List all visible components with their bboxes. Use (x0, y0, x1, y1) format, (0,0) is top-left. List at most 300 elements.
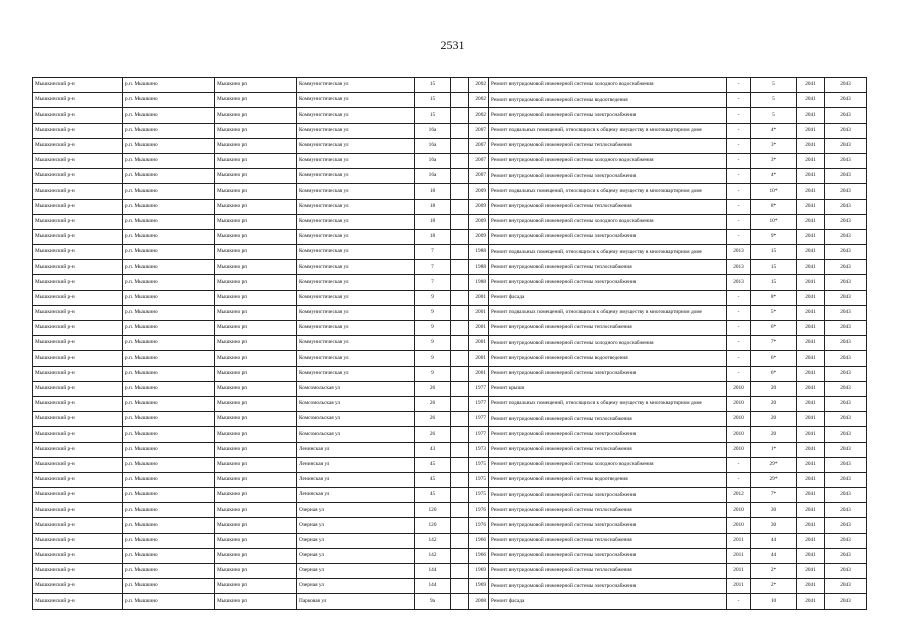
cell-house: 16а (415, 153, 451, 168)
cell-house: 18 (415, 229, 451, 244)
cell-work-type: Ремонт внутридомовой инженерной системы водоотведения (489, 93, 727, 108)
table-row (33, 78, 867, 93)
cell-last-repair-year: 2013 (727, 245, 751, 260)
cell-year-built: 1975 (469, 457, 489, 472)
cell-wear: 30 (751, 503, 797, 518)
cell-street: Коммунистическая ул (297, 123, 415, 138)
cell-street: Озерная ул (297, 548, 415, 563)
cell-last-repair-year: - (727, 229, 751, 244)
table-row (33, 229, 867, 244)
cell-street: Комсомольская ул (297, 381, 415, 396)
cell-house: 15 (415, 93, 451, 108)
cell-locality: Мышкино рп (215, 321, 297, 336)
cell-district: Мышкинский р-н (33, 229, 123, 244)
cell-building (451, 488, 469, 503)
cell-plan-start: 2041 (797, 533, 825, 548)
cell-plan-start: 2041 (797, 488, 825, 503)
cell-street: Ленинская ул (297, 457, 415, 472)
cell-district: Мышкинский р-н (33, 442, 123, 457)
cell-house: 142 (415, 533, 451, 548)
cell-house: 144 (415, 564, 451, 579)
cell-year-built: 1969 (469, 579, 489, 594)
cell-house: 9 (415, 366, 451, 381)
cell-last-repair-year: 2010 (727, 427, 751, 442)
cell-last-repair-year: - (727, 321, 751, 336)
cell-street: Коммунистическая ул (297, 229, 415, 244)
table-row (33, 275, 867, 290)
cell-district: Мышкинский р-н (33, 336, 123, 351)
table-row (33, 488, 867, 503)
cell-locality: Мышкино рп (215, 229, 297, 244)
cell-plan-start: 2041 (797, 214, 825, 229)
cell-wear: 5 (751, 93, 797, 108)
cell-work-type: Ремонт внутридомовой инженерной системы теплоснабжения (489, 199, 727, 214)
cell-locality: Мышкино рп (215, 381, 297, 396)
cell-street: Коммунистическая ул (297, 153, 415, 168)
table-row (33, 138, 867, 153)
cell-plan-end: 2043 (825, 548, 867, 563)
cell-district: Мышкинский р-н (33, 321, 123, 336)
cell-wear: 4* (751, 123, 797, 138)
cell-year-built: 1988 (469, 260, 489, 275)
table-row (33, 321, 867, 336)
table-row (33, 533, 867, 548)
cell-work-type: Ремонт внутридомовой инженерной системы электроснабжения (489, 518, 727, 533)
cell-year-built: 1969 (469, 564, 489, 579)
cell-locality: Мышкино рп (215, 488, 297, 503)
cell-plan-start: 2041 (797, 78, 825, 93)
cell-last-repair-year: 2012 (727, 488, 751, 503)
cell-plan-start: 2041 (797, 123, 825, 138)
table-row (33, 245, 867, 260)
cell-work-type: Ремонт внутридомовой инженерной системы теплоснабжения (489, 260, 727, 275)
table-row (33, 108, 867, 123)
cell-street: Ленинская ул (297, 472, 415, 487)
cell-settlement: р.п. Мышкино (123, 78, 215, 93)
cell-street: Ленинская ул (297, 442, 415, 457)
cell-house: 45 (415, 457, 451, 472)
cell-house: 9 (415, 305, 451, 320)
cell-district: Мышкинский р-н (33, 503, 123, 518)
cell-building (451, 457, 469, 472)
cell-plan-end: 2043 (825, 503, 867, 518)
register-table (32, 77, 867, 610)
cell-work-type: Ремонт внутридомовой инженерной системы электроснабжения (489, 229, 727, 244)
cell-building (451, 184, 469, 199)
cell-settlement: р.п. Мышкино (123, 305, 215, 320)
cell-street: Коммунистическая ул (297, 245, 415, 260)
cell-wear: 5 (751, 78, 797, 93)
cell-locality: Мышкино рп (215, 305, 297, 320)
cell-house: 18 (415, 184, 451, 199)
cell-building (451, 381, 469, 396)
cell-plan-start: 2041 (797, 427, 825, 442)
cell-settlement: р.п. Мышкино (123, 351, 215, 366)
cell-building (451, 427, 469, 442)
cell-locality: Мышкино рп (215, 366, 297, 381)
cell-plan-end: 2043 (825, 305, 867, 320)
cell-year-built: 2001 (469, 321, 489, 336)
cell-settlement: р.п. Мышкино (123, 245, 215, 260)
cell-plan-start: 2041 (797, 396, 825, 411)
cell-plan-end: 2043 (825, 442, 867, 457)
cell-locality: Мышкино рп (215, 457, 297, 472)
cell-locality: Мышкино рп (215, 78, 297, 93)
table-row (33, 351, 867, 366)
cell-year-built: 2002 (469, 78, 489, 93)
cell-wear: 6* (751, 351, 797, 366)
cell-wear: 2* (751, 579, 797, 594)
cell-plan-end: 2043 (825, 290, 867, 305)
cell-district: Мышкинский р-н (33, 594, 123, 609)
cell-street: Коммунистическая ул (297, 78, 415, 93)
cell-district: Мышкинский р-н (33, 457, 123, 472)
cell-district: Мышкинский р-н (33, 366, 123, 381)
cell-plan-start: 2041 (797, 229, 825, 244)
cell-building (451, 533, 469, 548)
cell-year-built: 2001 (469, 351, 489, 366)
cell-plan-start: 2041 (797, 138, 825, 153)
cell-district: Мышкинский р-н (33, 427, 123, 442)
cell-locality: Мышкино рп (215, 138, 297, 153)
cell-house: 16а (415, 123, 451, 138)
cell-plan-start: 2041 (797, 457, 825, 472)
cell-street: Озерная ул (297, 564, 415, 579)
cell-work-type: Ремонт внутридомовой инженерной системы электроснабжения (489, 488, 727, 503)
cell-house: 9 (415, 336, 451, 351)
cell-building (451, 93, 469, 108)
cell-wear: 20 (751, 412, 797, 427)
cell-district: Мышкинский р-н (33, 169, 123, 184)
cell-building (451, 108, 469, 123)
cell-district: Мышкинский р-н (33, 260, 123, 275)
cell-year-built: 2007 (469, 169, 489, 184)
cell-street: Коммунистическая ул (297, 275, 415, 290)
cell-last-repair-year: 2010 (727, 396, 751, 411)
cell-last-repair-year: 2010 (727, 381, 751, 396)
cell-wear: 44 (751, 548, 797, 563)
cell-district: Мышкинский р-н (33, 381, 123, 396)
cell-settlement: р.п. Мышкино (123, 579, 215, 594)
cell-locality: Мышкино рп (215, 336, 297, 351)
cell-settlement: р.п. Мышкино (123, 138, 215, 153)
table-row (33, 169, 867, 184)
cell-settlement: р.п. Мышкино (123, 548, 215, 563)
cell-house: 45 (415, 488, 451, 503)
cell-last-repair-year: - (727, 138, 751, 153)
cell-last-repair-year: 2011 (727, 533, 751, 548)
cell-street: Озерная ул (297, 579, 415, 594)
cell-building (451, 138, 469, 153)
table-row (33, 427, 867, 442)
cell-plan-start: 2041 (797, 579, 825, 594)
cell-settlement: р.п. Мышкино (123, 290, 215, 305)
cell-house: 120 (415, 518, 451, 533)
cell-wear: 10 (751, 594, 797, 609)
cell-building (451, 321, 469, 336)
cell-settlement: р.п. Мышкино (123, 533, 215, 548)
cell-settlement: р.п. Мышкино (123, 442, 215, 457)
cell-year-built: 1977 (469, 381, 489, 396)
cell-plan-end: 2043 (825, 275, 867, 290)
cell-plan-end: 2043 (825, 457, 867, 472)
table-row (33, 503, 867, 518)
cell-plan-start: 2041 (797, 548, 825, 563)
cell-year-built: 1976 (469, 503, 489, 518)
cell-street: Озерная ул (297, 533, 415, 548)
cell-wear: 7* (751, 488, 797, 503)
cell-year-built: 2009 (469, 184, 489, 199)
cell-house: 9 (415, 351, 451, 366)
cell-street: Коммунистическая ул (297, 169, 415, 184)
cell-locality: Мышкино рп (215, 123, 297, 138)
table-row (33, 260, 867, 275)
cell-street: Комсомольская ул (297, 427, 415, 442)
table-row (33, 548, 867, 563)
cell-plan-start: 2041 (797, 199, 825, 214)
cell-plan-end: 2043 (825, 412, 867, 427)
table-row (33, 290, 867, 305)
cell-district: Мышкинский р-н (33, 290, 123, 305)
cell-wear: 5* (751, 305, 797, 320)
cell-plan-end: 2043 (825, 184, 867, 199)
cell-building (451, 78, 469, 93)
cell-building (451, 518, 469, 533)
cell-house: 45 (415, 472, 451, 487)
page-number: 2531 (440, 38, 465, 52)
cell-plan-end: 2043 (825, 381, 867, 396)
cell-district: Мышкинский р-н (33, 199, 123, 214)
cell-plan-end: 2043 (825, 260, 867, 275)
cell-locality: Мышкино рп (215, 351, 297, 366)
cell-wear: 9* (751, 229, 797, 244)
cell-house: 26 (415, 412, 451, 427)
cell-settlement: р.п. Мышкино (123, 503, 215, 518)
cell-plan-start: 2041 (797, 412, 825, 427)
cell-house: 26 (415, 427, 451, 442)
cell-settlement: р.п. Мышкино (123, 564, 215, 579)
cell-plan-end: 2043 (825, 199, 867, 214)
cell-settlement: р.п. Мышкино (123, 488, 215, 503)
cell-plan-end: 2043 (825, 564, 867, 579)
cell-work-type: Ремонт внутридомовой инженерной системы теплоснабжения (489, 564, 727, 579)
cell-building (451, 564, 469, 579)
cell-settlement: р.п. Мышкино (123, 260, 215, 275)
cell-work-type: Ремонт внутридомовой инженерной системы теплоснабжения (489, 138, 727, 153)
cell-last-repair-year: 2011 (727, 548, 751, 563)
cell-plan-end: 2043 (825, 93, 867, 108)
cell-settlement: р.п. Мышкино (123, 214, 215, 229)
cell-plan-start: 2041 (797, 381, 825, 396)
cell-plan-start: 2041 (797, 442, 825, 457)
cell-building (451, 472, 469, 487)
cell-plan-start: 2041 (797, 260, 825, 275)
cell-district: Мышкинский р-н (33, 518, 123, 533)
cell-house: 9 (415, 290, 451, 305)
cell-last-repair-year: - (727, 123, 751, 138)
cell-locality: Мышкино рп (215, 108, 297, 123)
cell-year-built: 1975 (469, 472, 489, 487)
cell-plan-end: 2043 (825, 138, 867, 153)
cell-wear: 4* (751, 169, 797, 184)
cell-year-built: 1977 (469, 396, 489, 411)
cell-settlement: р.п. Мышкино (123, 123, 215, 138)
cell-plan-end: 2043 (825, 108, 867, 123)
cell-house: 120 (415, 503, 451, 518)
cell-year-built: 1975 (469, 488, 489, 503)
cell-wear: 30 (751, 518, 797, 533)
cell-plan-end: 2043 (825, 427, 867, 442)
cell-plan-start: 2041 (797, 184, 825, 199)
cell-locality: Мышкино рп (215, 472, 297, 487)
cell-locality: Мышкино рп (215, 260, 297, 275)
table-row (33, 214, 867, 229)
cell-year-built: 2009 (469, 199, 489, 214)
cell-plan-end: 2043 (825, 229, 867, 244)
cell-building (451, 199, 469, 214)
cell-wear: 44 (751, 533, 797, 548)
cell-wear: 29* (751, 472, 797, 487)
cell-work-type: Ремонт внутридомовой инженерной системы холодного водоснабжения (489, 214, 727, 229)
cell-work-type: Ремонт фасада (489, 594, 727, 609)
table-row (33, 412, 867, 427)
cell-work-type: Ремонт внутридомовой инженерной системы холодного водоснабжения (489, 78, 727, 93)
cell-work-type: Ремонт подвальных помещений, относящихся к общему имуществу в многоквартирном доме (489, 123, 727, 138)
cell-settlement: р.п. Мышкино (123, 457, 215, 472)
cell-work-type: Ремонт внутридомовой инженерной системы электроснабжения (489, 169, 727, 184)
cell-wear: 3* (751, 153, 797, 168)
cell-last-repair-year: - (727, 108, 751, 123)
cell-locality: Мышкино рп (215, 548, 297, 563)
cell-work-type: Ремонт внутридомовой инженерной системы электроснабжения (489, 108, 727, 123)
cell-wear: 8* (751, 290, 797, 305)
cell-plan-end: 2043 (825, 518, 867, 533)
table-row (33, 305, 867, 320)
cell-district: Мышкинский р-н (33, 93, 123, 108)
cell-locality: Мышкино рп (215, 564, 297, 579)
cell-settlement: р.п. Мышкино (123, 169, 215, 184)
cell-building (451, 290, 469, 305)
cell-building (451, 396, 469, 411)
cell-building (451, 305, 469, 320)
cell-house: 43 (415, 442, 451, 457)
cell-locality: Мышкино рп (215, 503, 297, 518)
cell-settlement: р.п. Мышкино (123, 199, 215, 214)
cell-locality: Мышкино рп (215, 290, 297, 305)
cell-wear: 10* (751, 214, 797, 229)
cell-plan-start: 2041 (797, 153, 825, 168)
cell-building (451, 548, 469, 563)
cell-year-built: 1976 (469, 518, 489, 533)
cell-settlement: р.п. Мышкино (123, 472, 215, 487)
cell-district: Мышкинский р-н (33, 533, 123, 548)
cell-locality: Мышкино рп (215, 214, 297, 229)
cell-street: Коммунистическая ул (297, 305, 415, 320)
cell-work-type: Ремонт подвальных помещений, относящихся к общему имуществу в многоквартирном доме (489, 305, 727, 320)
cell-work-type: Ремонт фасада (489, 290, 727, 305)
cell-work-type: Ремонт внутридомовой инженерной системы холодного водоснабжения (489, 336, 727, 351)
cell-locality: Мышкино рп (215, 412, 297, 427)
cell-year-built: 2009 (469, 229, 489, 244)
cell-year-built: 2007 (469, 123, 489, 138)
cell-work-type: Ремонт внутридомовой инженерной системы водоотведения (489, 472, 727, 487)
cell-district: Мышкинский р-н (33, 472, 123, 487)
cell-plan-start: 2041 (797, 305, 825, 320)
cell-wear: 20 (751, 381, 797, 396)
cell-year-built: 2001 (469, 336, 489, 351)
cell-building (451, 336, 469, 351)
table-row (33, 93, 867, 108)
cell-street: Коммунистическая ул (297, 321, 415, 336)
cell-district: Мышкинский р-н (33, 564, 123, 579)
cell-locality: Мышкино рп (215, 594, 297, 609)
table-row (33, 518, 867, 533)
cell-plan-end: 2043 (825, 78, 867, 93)
cell-district: Мышкинский р-н (33, 488, 123, 503)
cell-building (451, 442, 469, 457)
cell-wear: 10* (751, 184, 797, 199)
cell-locality: Мышкино рп (215, 169, 297, 184)
cell-work-type: Ремонт внутридомовой инженерной системы теплоснабжения (489, 503, 727, 518)
cell-house: 18 (415, 199, 451, 214)
cell-plan-start: 2041 (797, 245, 825, 260)
cell-plan-end: 2043 (825, 123, 867, 138)
cell-plan-end: 2043 (825, 594, 867, 609)
cell-street: Комсомольская ул (297, 396, 415, 411)
cell-house: 7 (415, 260, 451, 275)
cell-district: Мышкинский р-н (33, 184, 123, 199)
cell-year-built: 1977 (469, 412, 489, 427)
cell-work-type: Ремонт внутридомовой инженерной системы водоотведения (489, 351, 727, 366)
cell-plan-start: 2041 (797, 594, 825, 609)
cell-street: Озерная ул (297, 518, 415, 533)
cell-building (451, 260, 469, 275)
cell-building (451, 229, 469, 244)
cell-plan-end: 2043 (825, 488, 867, 503)
cell-plan-start: 2041 (797, 336, 825, 351)
cell-district: Мышкинский р-н (33, 214, 123, 229)
cell-house: 15 (415, 78, 451, 93)
cell-year-built: 1977 (469, 427, 489, 442)
cell-locality: Мышкино рп (215, 153, 297, 168)
cell-district: Мышкинский р-н (33, 108, 123, 123)
cell-wear: 5 (751, 108, 797, 123)
cell-locality: Мышкино рп (215, 518, 297, 533)
cell-plan-start: 2041 (797, 366, 825, 381)
cell-plan-end: 2043 (825, 396, 867, 411)
cell-street: Коммунистическая ул (297, 93, 415, 108)
cell-settlement: р.п. Мышкино (123, 229, 215, 244)
cell-building (451, 275, 469, 290)
cell-settlement: р.п. Мышкино (123, 275, 215, 290)
cell-district: Мышкинский р-н (33, 305, 123, 320)
cell-year-built: 1988 (469, 275, 489, 290)
cell-wear: 20 (751, 427, 797, 442)
cell-street: Коммунистическая ул (297, 290, 415, 305)
cell-house: 16а (415, 138, 451, 153)
cell-settlement: р.п. Мышкино (123, 381, 215, 396)
cell-street: Комсомольская ул (297, 412, 415, 427)
cell-street: Коммунистическая ул (297, 336, 415, 351)
cell-settlement: р.п. Мышкино (123, 93, 215, 108)
cell-locality: Мышкино рп (215, 199, 297, 214)
cell-last-repair-year: - (727, 336, 751, 351)
cell-plan-start: 2041 (797, 472, 825, 487)
cell-plan-end: 2043 (825, 169, 867, 184)
cell-wear: 15 (751, 260, 797, 275)
cell-settlement: р.п. Мышкино (123, 321, 215, 336)
cell-plan-end: 2043 (825, 153, 867, 168)
